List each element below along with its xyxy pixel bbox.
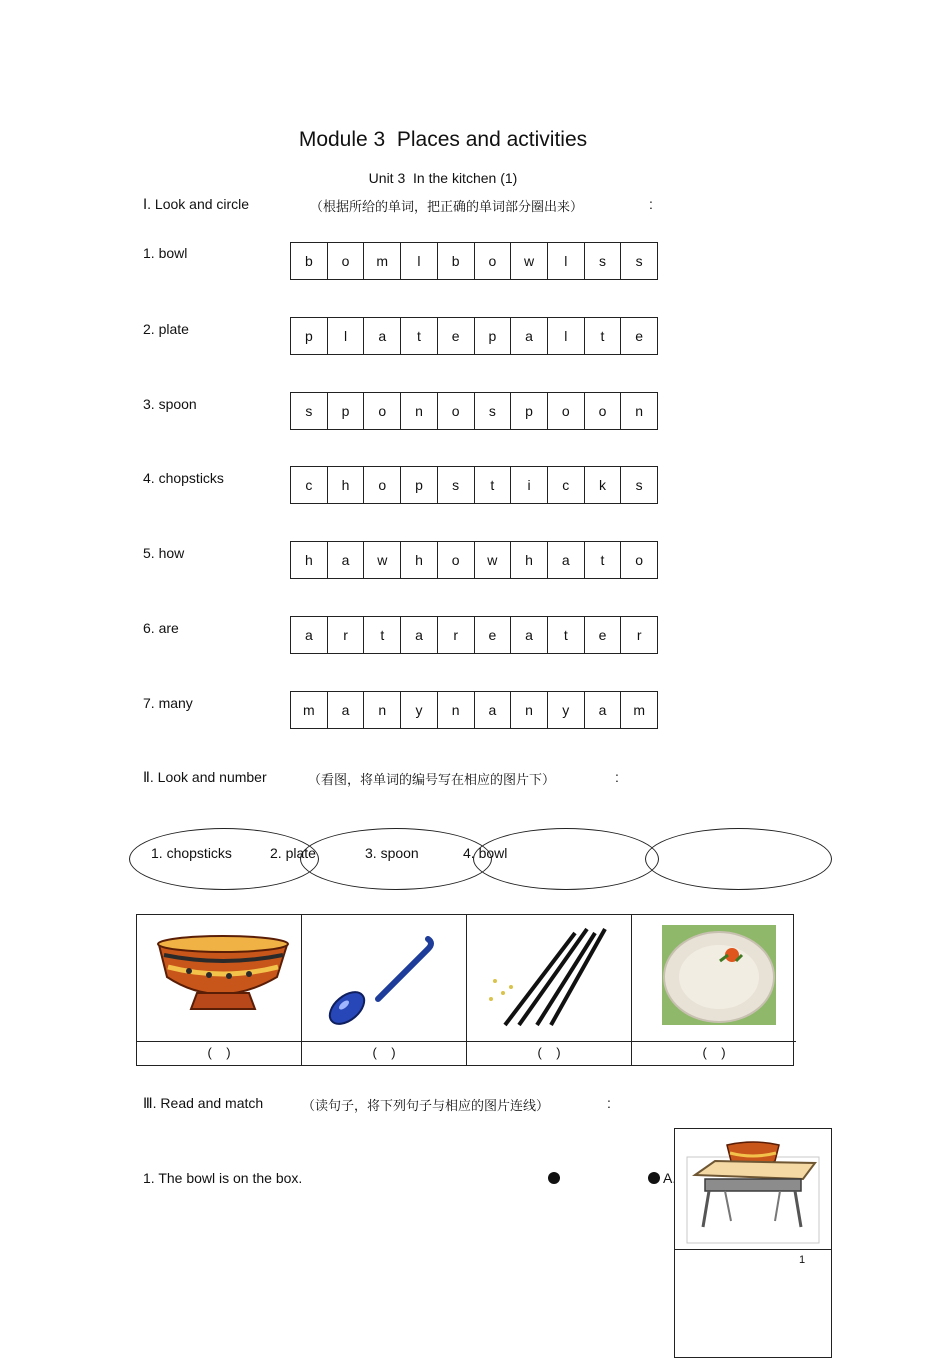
letter-cell[interactable]: p [291, 318, 328, 354]
letter-cell[interactable]: o [438, 542, 475, 578]
letter-cell[interactable]: p [401, 467, 438, 503]
letter-cell[interactable]: e [475, 617, 512, 653]
spoon-picture [302, 915, 466, 1041]
letter-cell[interactable]: m [364, 243, 401, 279]
section-3-colon: : [607, 1095, 611, 1111]
plate-picture-cell [632, 915, 796, 1041]
letter-cell[interactable]: e [438, 318, 475, 354]
letter-grid [290, 317, 658, 355]
word-spoon: 3. spoon [365, 845, 419, 861]
picture-table [136, 914, 794, 1066]
answer-blank-spoon[interactable]: ( ) [302, 1041, 467, 1065]
word-label: 4. chopsticks [143, 470, 224, 486]
letter-cell[interactable]: t [364, 617, 401, 653]
letter-cell[interactable]: s [585, 243, 622, 279]
letter-cell[interactable]: s [635, 253, 643, 269]
page-title: Module 3 Places and activities [298, 128, 588, 151]
letter-cell[interactable]: o [438, 393, 475, 429]
letter-cell[interactable]: n [635, 403, 644, 419]
letter-cell[interactable]: r [328, 617, 365, 653]
letter-cell[interactable]: h [511, 542, 548, 578]
letter-cell[interactable]: y [548, 692, 585, 728]
letter-cell[interactable]: s [291, 393, 328, 429]
letter-cell[interactable]: p [328, 393, 365, 429]
letter-cell[interactable]: w [511, 243, 548, 279]
letter-cell[interactable]: y [401, 692, 438, 728]
letter-cell[interactable]: w [475, 542, 512, 578]
chopsticks-picture-cell [467, 915, 632, 1041]
letter-cell[interactable]: l [328, 318, 365, 354]
bowl-picture-cell [137, 915, 302, 1041]
letter-cell[interactable]: a [511, 617, 548, 653]
letter-cell[interactable]: t [585, 542, 622, 578]
letter-grid [290, 541, 658, 579]
word-label: 1. bowl [143, 245, 188, 261]
letter-cell[interactable]: o [328, 243, 365, 279]
letter-grid [290, 691, 658, 729]
letter-cell[interactable]: o [475, 243, 512, 279]
letter-cell[interactable]: e [585, 617, 622, 653]
letter-cell[interactable]: a [328, 542, 365, 578]
answer-blank-bowl[interactable]: ( ) [137, 1041, 302, 1065]
section-3-label: Ⅲ. Read and match [143, 1095, 264, 1111]
letter-cell[interactable]: a [585, 692, 622, 728]
option-a-label: A. [663, 1170, 677, 1186]
letter-cell[interactable]: h [328, 467, 365, 503]
letter-grid [290, 466, 658, 504]
letter-grid [290, 392, 658, 430]
letter-cell[interactable]: t [548, 617, 585, 653]
section-2-colon: : [615, 769, 619, 785]
letter-cell[interactable]: a [364, 318, 401, 354]
letter-cell[interactable]: o [548, 393, 585, 429]
letter-cell[interactable]: r [636, 627, 642, 643]
page-number: 1 [799, 1254, 806, 1266]
match-box-divider [675, 1249, 831, 1250]
unit-subtitle: Unit 3 In the kitchen (1) [368, 170, 518, 186]
word-label: 2. plate [143, 321, 189, 337]
answer-blank-chopsticks[interactable]: ( ) [467, 1041, 632, 1065]
letter-cell[interactable]: i [511, 467, 548, 503]
letter-cell[interactable]: s [438, 467, 475, 503]
section-1-label: Ⅰ. Look and circle [143, 196, 250, 212]
bowl-picture [137, 915, 301, 1041]
letter-cell[interactable]: t [401, 318, 438, 354]
letter-cell[interactable]: t [475, 467, 512, 503]
word-bowl: 4. bowl [463, 845, 508, 861]
letter-grid [290, 242, 658, 280]
letter-cell[interactable]: k [585, 467, 622, 503]
option-dot[interactable] [648, 1172, 660, 1184]
section-2-label: Ⅱ. Look and number [143, 769, 267, 785]
letter-cell[interactable]: m [633, 702, 646, 718]
letter-cell[interactable]: o [585, 393, 622, 429]
letter-cell[interactable]: n [511, 692, 548, 728]
match-sentence-1: 1. The bowl is on the box. [143, 1170, 303, 1186]
word-label: 6. are [143, 620, 179, 636]
letter-cell[interactable]: p [475, 318, 512, 354]
letter-cell[interactable]: p [511, 393, 548, 429]
section-1-colon: : [649, 196, 653, 212]
letter-cell[interactable]: s [475, 393, 512, 429]
section-1-instruction: （根据所给的单词，把正确的单词部分圈出来） [310, 200, 584, 215]
letter-cell[interactable]: t [585, 318, 622, 354]
letter-grid [290, 616, 658, 654]
letter-cell[interactable]: l [401, 243, 438, 279]
letter-cell[interactable]: h [291, 542, 328, 578]
letter-cell[interactable]: o [364, 393, 401, 429]
letter-cell[interactable]: c [291, 467, 328, 503]
section-2-instruction: （看图，将单词的编号写在相应的图片下） [308, 773, 556, 788]
letter-cell[interactable]: l [548, 243, 585, 279]
bowl-on-desk-picture [675, 1131, 831, 1251]
letter-cell[interactable]: e [635, 328, 644, 344]
letter-cell[interactable]: s [635, 477, 643, 493]
letter-cell[interactable]: h [401, 542, 438, 578]
word-label: 5. how [143, 545, 185, 561]
plate-picture [632, 915, 796, 1041]
word-label: 7. many [143, 695, 193, 711]
letter-cell[interactable]: m [291, 692, 328, 728]
letter-cell[interactable]: r [438, 617, 475, 653]
sentence-dot[interactable] [548, 1172, 560, 1184]
letter-cell[interactable]: c [548, 467, 585, 503]
letter-cell[interactable]: w [364, 542, 401, 578]
letter-cell[interactable]: l [548, 318, 585, 354]
letter-cell[interactable]: o [364, 467, 401, 503]
word-plate: 2. plate [270, 845, 316, 861]
letter-cell[interactable]: o [635, 552, 644, 568]
letter-cell[interactable]: b [291, 243, 328, 279]
letter-cell[interactable]: a [401, 617, 438, 653]
letter-cell[interactable]: n [401, 393, 438, 429]
letter-cell[interactable]: a [511, 318, 548, 354]
answer-blank-plate[interactable]: ( ) [632, 1041, 796, 1065]
letter-cell[interactable]: n [364, 692, 401, 728]
word-chopsticks: 1. chopsticks [151, 845, 232, 861]
letter-cell[interactable]: a [291, 617, 328, 653]
section-3-instruction: （读句子，将下列句子与相应的图片连线） [302, 1099, 550, 1114]
match-picture-box [674, 1128, 832, 1358]
letter-cell[interactable]: a [475, 692, 512, 728]
chopsticks-picture [467, 915, 631, 1041]
letter-cell[interactable]: a [548, 542, 585, 578]
letter-cell[interactable]: a [328, 692, 365, 728]
letter-cell[interactable]: n [438, 692, 475, 728]
word-label: 3. spoon [143, 396, 197, 412]
word-oval-4 [645, 828, 832, 890]
letter-cell[interactable]: b [438, 243, 475, 279]
spoon-picture-cell [302, 915, 467, 1041]
